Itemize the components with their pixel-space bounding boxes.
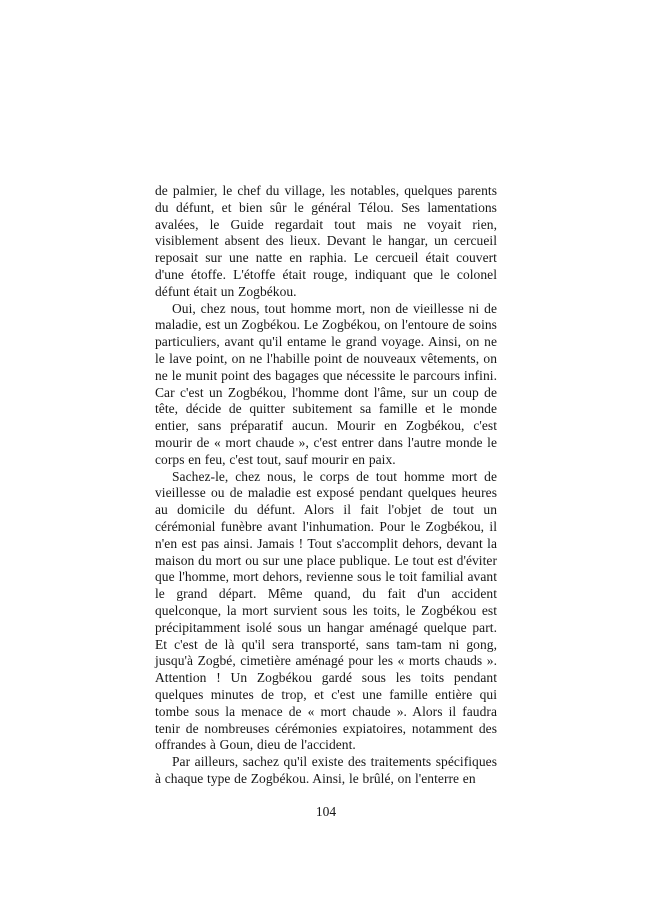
paragraph-2: Oui, chez nous, tout homme mort, non de vieillesse ni de maladie, est un Zogbékou. Le Zogbékou, on l'entoure de soins particuliers, avant qu'il entame le grand voyage. Ainsi, on ne le lave point, on ne l'habille point de nouveaux vêtements, on ne le munit point des bagages que nécessite le parcours infini. Car c'est un Zogbékou, l'homme dont l'âme, sur un coup de tête, décide de quitter subitement sa famille et le monde entier, sans préparatif aucun. Mourir en Zogbékou, c'est mourir de « mort chaude », c'est entrer dans l'autre monde le corps en feu, c'est tout, sauf mourir en paix. — [155, 300, 497, 467]
text-block — [155, 183, 497, 788]
paragraph-continuation: de palmier, le chef du village, les notables, quelques parents du défunt, et bien sûr le général Télou. Ses lamentations avalées, le Guide regardait tout mais ne voyait rien, visiblement absent des lieux. Devant le hangar, un cercueil reposait sur une natte en raphia. Le cercueil était couvert d'une étoffe. L'étoffe était rouge, indiquant que le colonel défunt était un Zogbékou. — [155, 183, 497, 299]
page-number: 104 — [315, 804, 337, 819]
paragraph-3: Sachez-le, chez nous, le corps de tout homme mort de vieillesse ou de maladie est exposé pendant quelques heures au domicile du défunt. Alors il fait l'objet de tout un cérémonial funèbre avant l'inhumation. Pour le Zogbékou, il n'en est pas ainsi. Jamais ! Tout s'accomplit dehors, devant la maison du mort ou sur une place publique. Le tout est d'éviter que l'homme, mort dehors, revienne sous le toit familial avant le grand départ. Même quand, du fait d'un accident quelconque, la mort survient sous les toits, le Zogbékou est précipitamment isolé sous un hangar aménagé quelque part. Et c'est de là qu'il sera transporté, sans tam-tam ni gong, jusqu'à Zogbé, cimetière aménagé pour les « morts chauds ». Attention ! Un Zogbékou gardé sous les toits pendant quelques minutes de trop, et c'est une famille entière qui tombe sous la menace de « mort chaude ». Alors il faudra tenir de nombreuses cérémonies expiatoires, notamment des offrandes à Goun, dieu de l'accident. — [155, 468, 497, 753]
paragraph-4: Par ailleurs, sachez qu'il existe des traitements spécifiques à chaque type de Zogbékou. Ainsi, le brûlé, on l'enterre en — [155, 754, 497, 786]
